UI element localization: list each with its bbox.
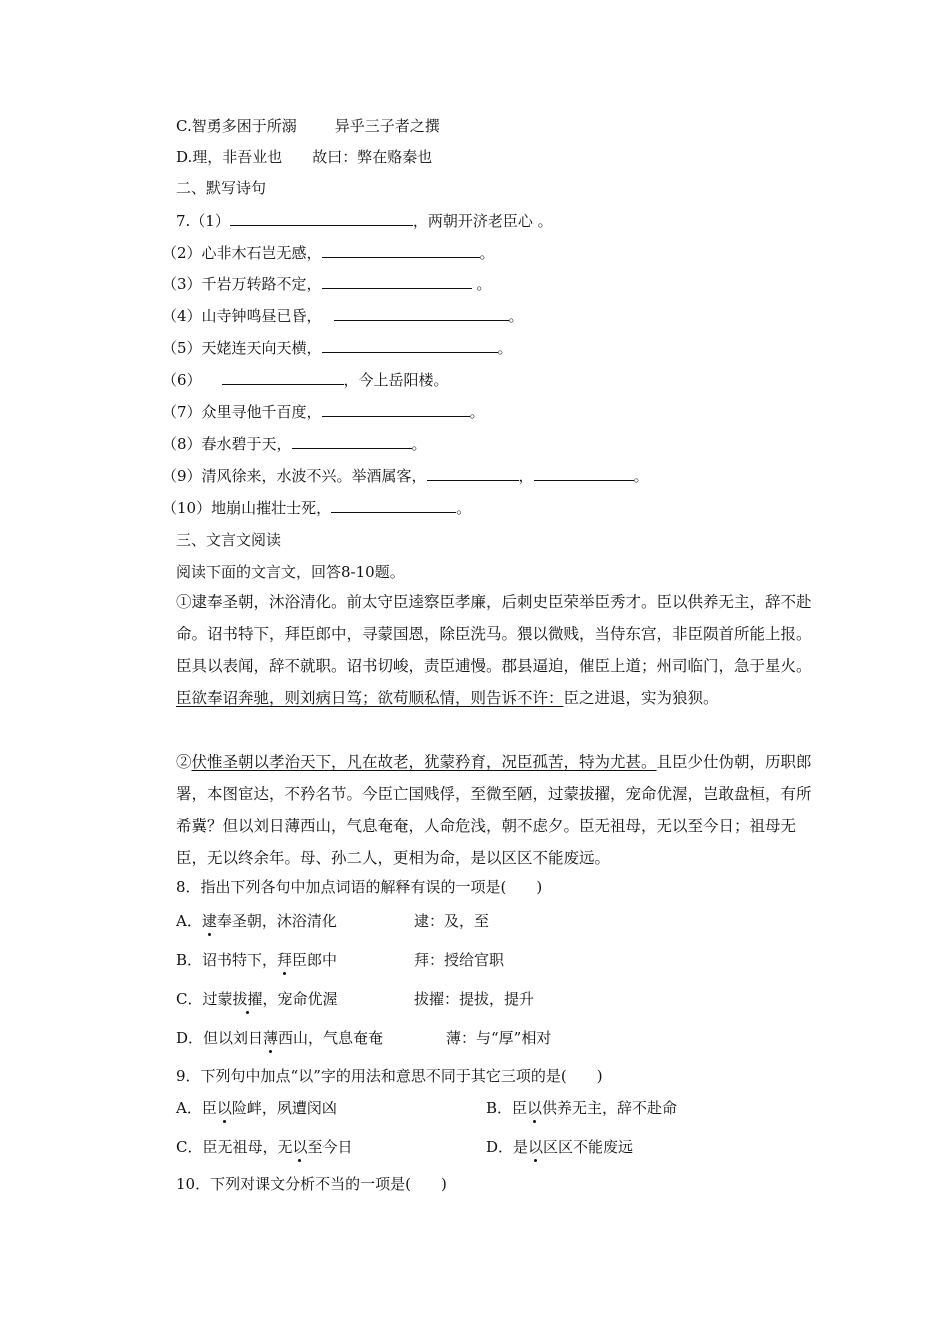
dotted-word: 以 [216,1099,232,1117]
answer-blank[interactable] [222,370,344,385]
q9-option-b [486,1099,677,1117]
q8-b-explanation: 拜：授给官职 [414,951,505,969]
q9-stem: 9．下列句中加点“以”字的用法和意思不同于其它三项的是( ) [176,1067,603,1085]
q8-stem: 8．指出下列各句中加点词语的解释有误的一项是( ) [176,878,543,896]
q7-item-3-end: 。 [471,275,492,293]
q7-item-2 [162,243,495,263]
option-label: C．过蒙 [176,990,233,1008]
option-c-left: C.智勇多困于所溺 [176,117,297,135]
q7-item-6-text: （6） [162,371,202,389]
q7-item-9-mid: ， [518,467,534,485]
answer-blank[interactable] [334,306,509,321]
dotted-word: 逮 [201,912,217,930]
q9-option-d [486,1138,633,1156]
passage-paragraph-2 [176,746,814,874]
q7-item-3 [162,274,491,294]
option-text: 奉圣朝，沐浴清化 [216,912,337,930]
q9-options-ab [176,1098,677,1118]
passage-1-text: ①逮奉圣朝，沐浴清化。前太守臣逵察臣孝廉，后刺史臣荣举臣秀才。臣以供养无主，辞不赴命。诏书特下，拜臣郎中，寻蒙国恩，除臣洗马。猥以微贱，当侍东宫，非臣陨首所能上报。臣具以表闻，辞不就职。诏书切峻，责臣逋慢。郡县逼迫，催臣上道；州司临门，急于星火。 [176,593,812,675]
answer-blank[interactable] [292,434,412,449]
q7-item-7 [162,402,485,422]
passage-1-underlined: 臣欲奉诏奔驰，则刘病日笃；欲苟顺私情，则告诉不许： [176,689,564,707]
answer-blank[interactable] [230,211,413,226]
section2-heading: 二、默写诗句 [176,179,267,197]
answer-blank[interactable] [322,338,498,353]
q7-prefix: 7.（1） [176,212,230,230]
q7-item-2-end: 。 [479,244,495,262]
option-label: B．诏书特下， [176,951,278,969]
q8-option-d [176,1028,551,1048]
q7-item-9-end: 。 [633,467,649,485]
q8-option-b [176,950,504,970]
option-d-right: 故曰：弊在赂秦也 [312,148,433,166]
q10-stem: 10．下列对课文分析不当的一项是( ) [176,1175,447,1193]
option-text: 至今日 [307,1138,353,1156]
option-label: C．臣无祖母，无 [176,1138,293,1156]
option-text: ，宠命优渥 [262,990,338,1008]
q7-item-5-end: 。 [497,339,513,357]
option-label: D．是 [486,1138,529,1156]
option-c-right: 异乎三子者之撰 [334,117,440,135]
section3-intro: 阅读下面的文言文，回答8-10题。 [176,563,405,581]
option-label: D．但以刘日 [176,1029,264,1047]
dotted-word: 以 [292,1138,308,1156]
q7-item-8-text: （8）春水碧于天， [162,435,292,453]
q8-option-c [176,989,534,1009]
dotted-word: 拔擢 [232,990,263,1008]
option-text: 供养无主，辞不赴命 [542,1099,678,1117]
q7-item-8 [162,434,427,454]
dotted-word: 以 [527,1099,543,1117]
q8-a-explanation: 逮：及，至 [414,912,490,930]
option-c-line [176,116,440,136]
q7-item-5-text: （5）天姥连天向天横， [162,339,322,357]
section3-heading: 三、文言文阅读 [176,531,282,549]
answer-blank[interactable] [322,274,472,289]
option-text: 区区不能废远 [543,1138,634,1156]
answer-blank[interactable] [322,243,480,258]
q8-c-explanation: 拔擢：提拔，提升 [414,990,535,1008]
q7-item-2-text: （2）心非木石岂无感， [162,244,322,262]
q9-option-c [176,1137,486,1157]
dotted-word: 薄 [263,1029,279,1047]
q8-d-explanation: 薄：与“厚”相对 [446,1029,552,1047]
passage-2-text: 且臣少仕伪朝，历职郎署，本图宦达，不矜名节。今臣亡国贱俘，至微至陋，过蒙拔擢，宠命优渥，岂敢盘桓，有所希冀？但以刘日薄西山，气息奄奄，人命危浅，朝不虑夕。臣无祖母，无以至今日；祖母无臣，无以终余年。母、孙二人，更相为命，是以区区不能废远。 [176,753,812,867]
option-d-left: D.理，非吾业也 [176,148,283,166]
q7-item-10 [162,498,471,518]
option-label: A． [176,912,202,930]
q7-item-9 [162,466,649,486]
answer-blank[interactable] [427,466,519,481]
passage-2-underlined: 伏惟圣朝以孝治天下，凡在故老，犹蒙矜育，况臣孤苦，特为尤甚。 [191,753,657,771]
q9-options-cd [176,1137,633,1157]
q7-item-1-text: ，两朝开济老臣心 。 [412,212,553,230]
answer-blank[interactable] [331,498,456,513]
answer-blank[interactable] [534,466,634,481]
q7-item-8-end: 。 [411,435,427,453]
q7-item-5 [162,338,513,358]
q7-item-10-text: （10）地崩山摧壮士死， [162,499,332,517]
passage-1-tail: 臣之进退，实为狼狈。 [563,689,719,707]
option-label: A．臣 [176,1099,217,1117]
q7-item-7-end: 。 [469,403,485,421]
q7-item-3-text: （3）千岩万转路不定， [162,275,322,293]
q7-item-4-end: 。 [508,307,524,325]
option-text: 臣郎中 [292,951,338,969]
option-text: 险衅，夙遭闵凶 [231,1099,337,1117]
q7-item-10-end: 。 [456,499,472,517]
q7-item-6 [162,370,449,390]
dotted-word: 以 [528,1138,544,1156]
q7-item-9-text: （9）清风徐来，水波不兴。举酒属客， [162,467,427,485]
q7-item-4 [162,306,524,326]
option-label: B．臣 [486,1099,528,1117]
passage-paragraph-1 [176,586,814,714]
option-text: 西山，气息奄奄 [278,1029,384,1047]
q7-item-6-end: ，今上岳阳楼。 [343,371,449,389]
dotted-word: 拜 [277,951,293,969]
q8-option-a [176,911,489,931]
q7-item-4-text: （4）山寺钟鸣昼已昏， [162,307,322,325]
passage-2-number: ② [176,753,192,771]
q9-option-a [176,1098,486,1118]
answer-blank[interactable] [322,402,470,417]
option-d-line [176,147,432,167]
q7-item-1 [176,211,553,231]
q7-item-7-text: （7）众里寻他千百度， [162,403,322,421]
